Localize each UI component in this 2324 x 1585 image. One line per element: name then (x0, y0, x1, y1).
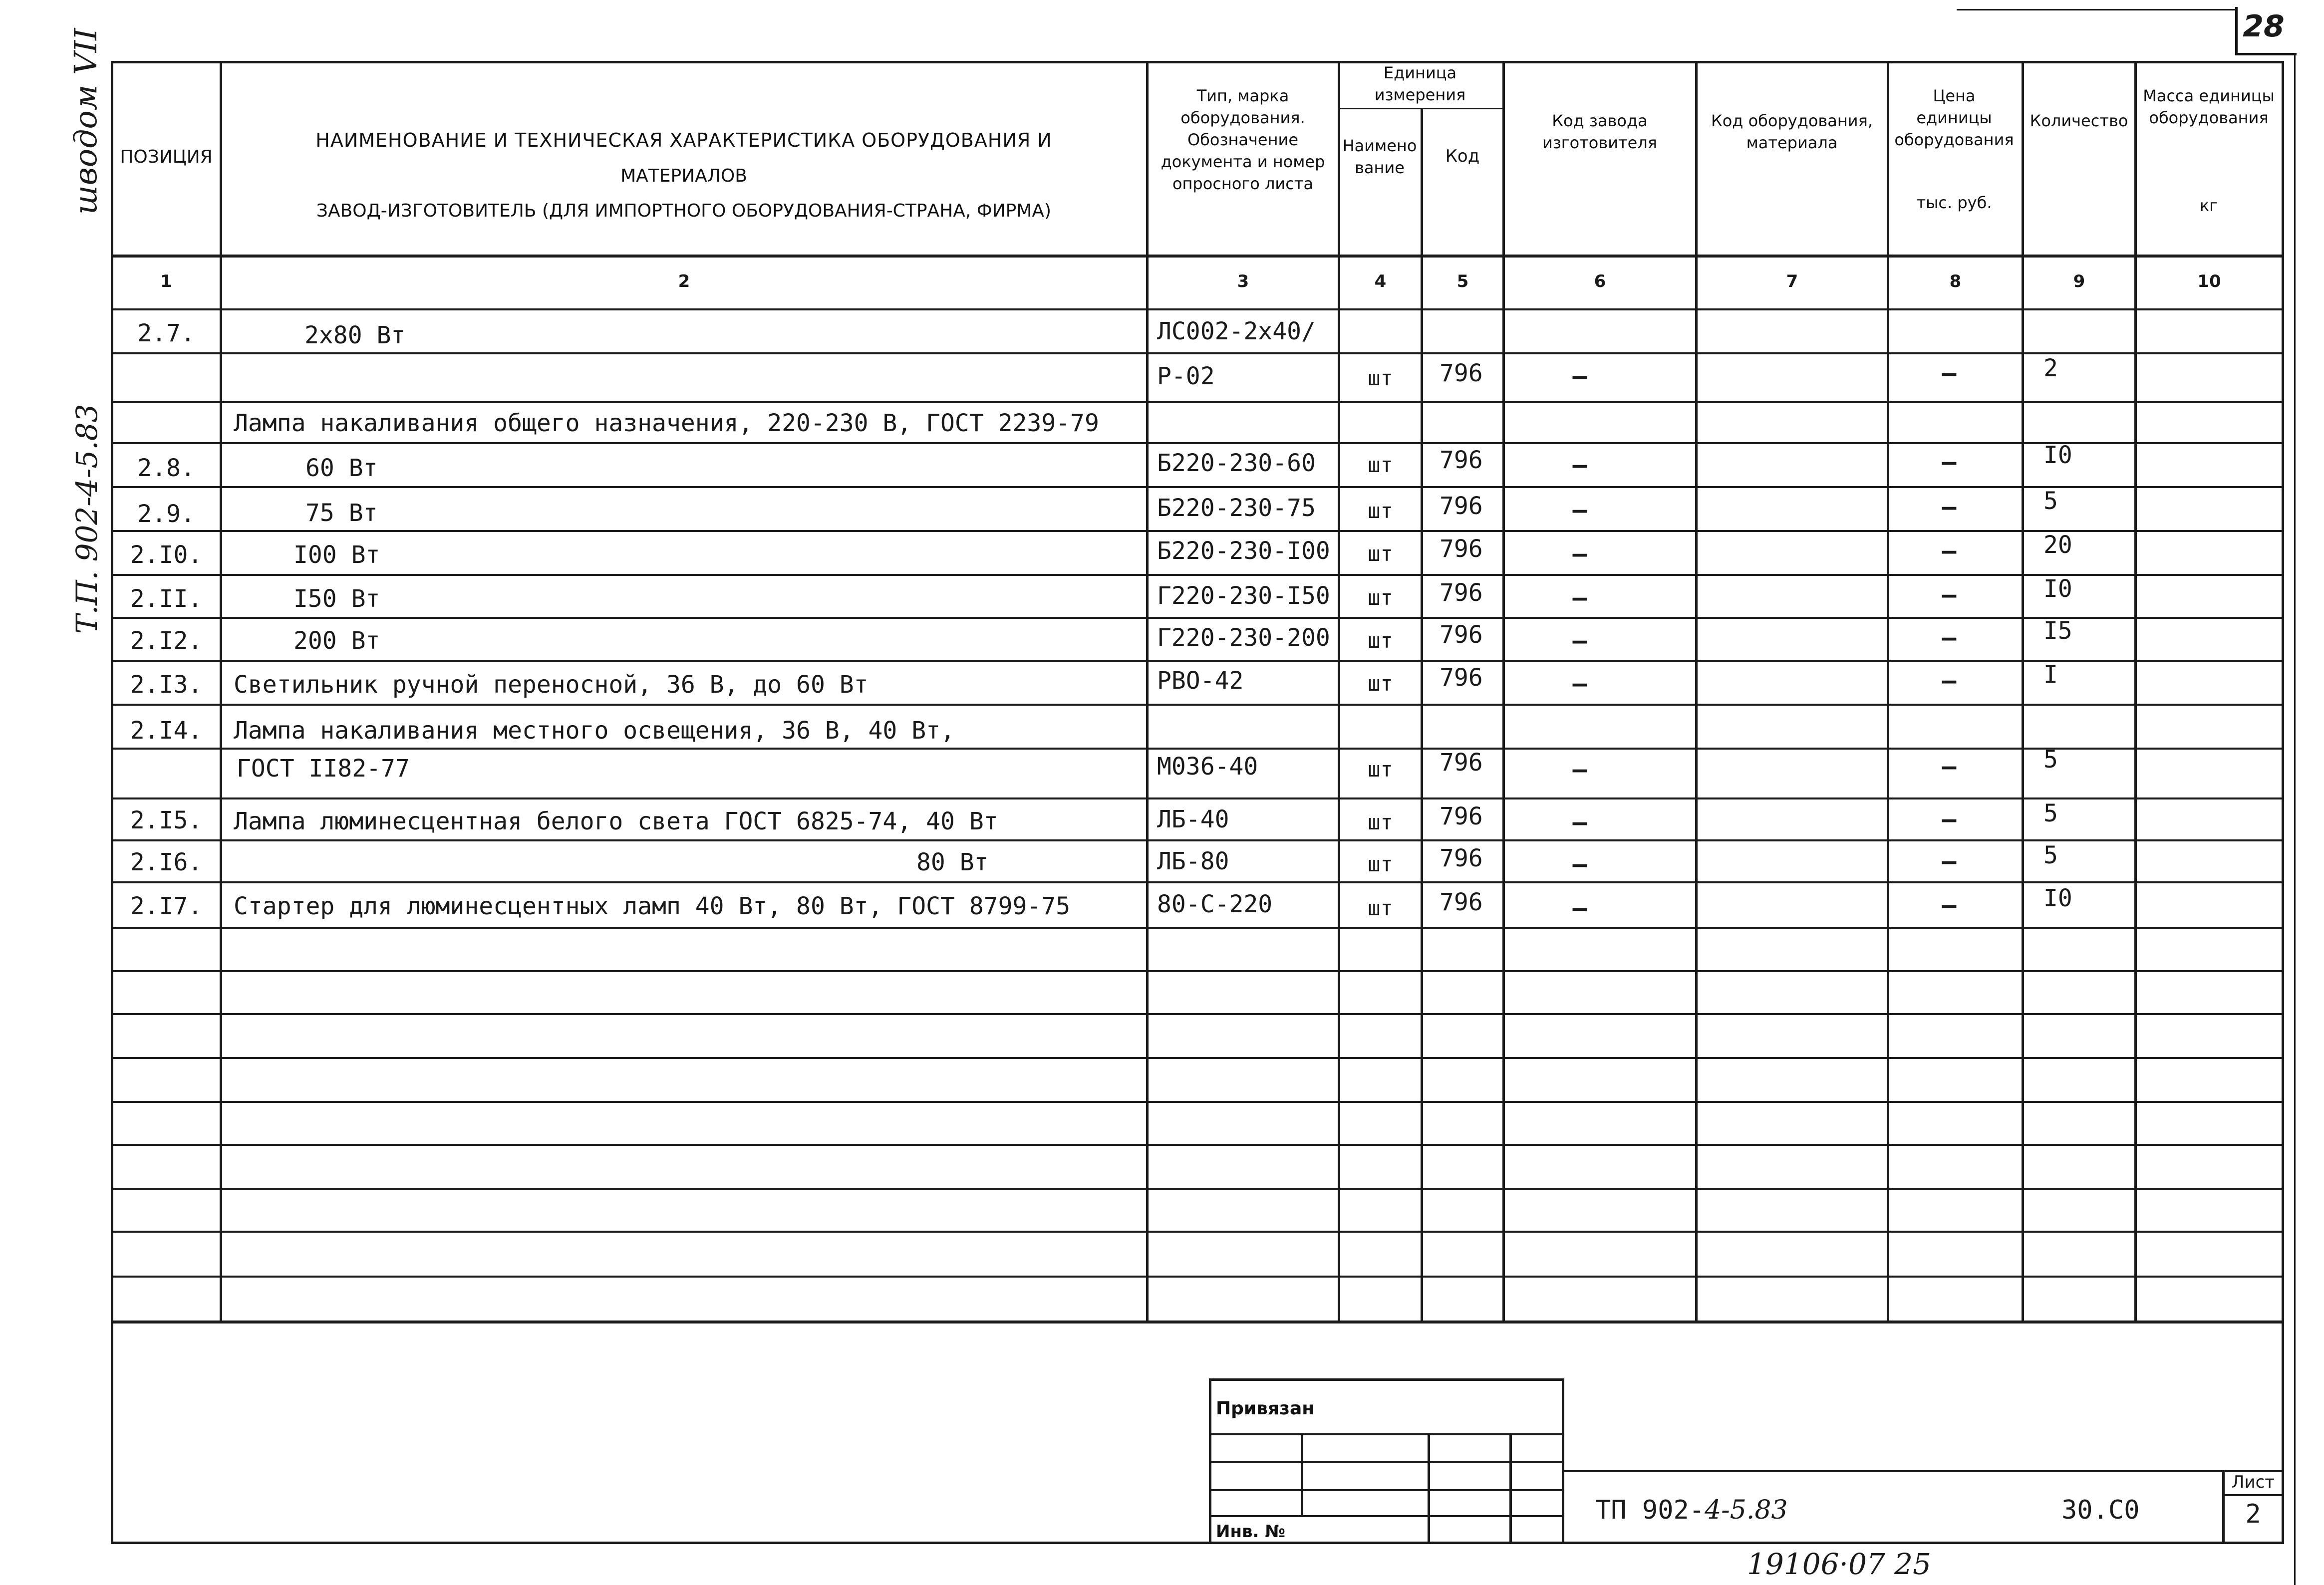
row-line (111, 352, 2284, 354)
row-name: 75 Вт (305, 499, 378, 527)
header-name-line2: МАТЕРИАЛОВ (620, 166, 747, 186)
row-code: 796 (1440, 579, 1483, 607)
row-line (111, 1276, 2284, 1278)
row-quantity: 5 (2043, 841, 2058, 869)
row-type: Г220-230-200 (1157, 624, 1330, 652)
row-type: Б220-230-60 (1157, 449, 1316, 477)
row-price: – (1942, 359, 1957, 387)
stamp-col (1509, 1433, 1512, 1543)
row-code: 796 (1440, 621, 1483, 649)
stamp-col (1428, 1433, 1430, 1543)
row-code: 796 (1440, 664, 1483, 692)
column-number: 5 (1456, 271, 1469, 291)
row-price: – (1942, 805, 1957, 833)
row-name: 200 Вт (293, 627, 380, 655)
sheet-value: 2 (2245, 1499, 2261, 1529)
row-unit: шт (1368, 757, 1393, 782)
margin-note-mid: Т.П. 902-4-5.83 (70, 404, 104, 634)
row-line (111, 442, 2284, 444)
top-dash-line (1957, 9, 2236, 10)
row-line (111, 1013, 2284, 1015)
row-factory-code: – (1572, 808, 1587, 836)
header-bottom-line (111, 255, 2284, 258)
row-code: 796 (1440, 749, 1483, 777)
row-line (111, 881, 2284, 883)
row-line (111, 1101, 2284, 1103)
sheet-box-mid (2222, 1494, 2284, 1496)
row-quantity: I0 (2043, 575, 2072, 603)
row-price: – (1942, 448, 1957, 476)
column-number: 4 (1374, 271, 1387, 291)
row-quantity: I5 (2043, 617, 2072, 645)
column-number: 8 (1949, 271, 1962, 291)
row-price: – (1942, 624, 1957, 652)
header-unit-group: Единица измерения (1374, 63, 1466, 104)
row-name: 80 Вт (916, 848, 989, 876)
row-type: М036-40 (1157, 753, 1258, 781)
column-number: 1 (160, 271, 172, 291)
row-name: ГОСТ II82-77 (237, 755, 410, 783)
row-price: – (1942, 753, 1957, 781)
row-type: ЛБ-80 (1157, 847, 1229, 875)
header-name-line1: НАИМЕНОВАНИЕ И ТЕХНИЧЕСКАЯ ХАРАКТЕРИСТИКА ОБОРУДОВАНИЯ И (315, 129, 1052, 151)
sheet-box-left (2222, 1470, 2225, 1544)
row-line (111, 617, 2284, 619)
row-factory-code: – (1572, 496, 1587, 524)
row-position: 2.7. (137, 319, 195, 347)
header-unit-code: Код (1445, 146, 1480, 166)
row-line (111, 660, 2284, 662)
row-price: – (1942, 493, 1957, 521)
row-unit: шт (1368, 541, 1393, 566)
row-quantity: 5 (2043, 746, 2058, 774)
row-position: 2.I2. (130, 627, 203, 655)
row-name: 60 Вт (305, 454, 378, 482)
row-position: 2.8. (137, 454, 195, 482)
row-type: РВО-42 (1157, 667, 1244, 695)
row-line (111, 401, 2284, 403)
row-factory-code: – (1572, 627, 1587, 655)
row-code: 796 (1440, 492, 1483, 520)
row-line (111, 797, 2284, 799)
row-quantity: 5 (2043, 799, 2058, 827)
row-unit: шт (1368, 671, 1393, 696)
row-position: 2.9. (137, 500, 195, 528)
title-block-top (1564, 1470, 2284, 1472)
row-code: 796 (1440, 535, 1483, 563)
row-position: 2.I6. (130, 848, 203, 876)
row-quantity: I (2043, 661, 2058, 689)
document-suffix: 4-5.83 (1705, 1495, 1788, 1525)
row-position: 2.I4. (130, 717, 203, 745)
row-unit: шт (1368, 366, 1393, 390)
row-name: I50 Вт (293, 585, 380, 613)
row-unit: шт (1368, 896, 1393, 920)
row-price: – (1942, 847, 1957, 875)
row-unit: шт (1368, 585, 1393, 610)
row-unit: шт (1368, 852, 1393, 876)
row-unit: шт (1368, 499, 1393, 523)
row-name: Лампа накаливания общего назначения, 220-230 В, ГОСТ 2239-79 (234, 409, 1099, 437)
header-unit-name: Наименование (1342, 136, 1417, 177)
header-position: ПОЗИЦИЯ (120, 147, 213, 167)
row-type: Г220-230-I50 (1157, 582, 1330, 610)
row-name: Лампа накаливания местного освещения, 36 В, 40 Вт, (234, 717, 955, 745)
header-material-code: Код оборудования, материала (1711, 111, 1873, 152)
top-right-sheet-number: 28 (2243, 9, 2285, 44)
row-price: – (1942, 581, 1957, 609)
row-name: I00 Вт (293, 541, 380, 569)
row-position: 2.II. (130, 585, 203, 613)
column-number: 10 (2197, 271, 2221, 291)
header-price-unit: тыс. руб. (1916, 193, 1992, 212)
document-number (1595, 1495, 1788, 1525)
row-line (111, 1057, 2284, 1059)
header-mass: Масса единицы оборудования (2143, 86, 2275, 127)
row-code: 796 (1440, 844, 1483, 872)
row-factory-code: – (1572, 894, 1587, 922)
row-code: 796 (1440, 359, 1483, 387)
row-factory-code: – (1572, 670, 1587, 698)
header-type: Тип, марка оборудования. Обозначение документа и номер опросного листа (1161, 86, 1325, 193)
row-type: Р-02 (1157, 362, 1215, 390)
row-name: Лампа люминесцентная белого света ГОСТ 6825-74, 40 Вт (234, 807, 998, 835)
row-line (111, 839, 2284, 841)
row-line (111, 1144, 2284, 1146)
col-line-8 (2022, 61, 2024, 1321)
row-name: Стартер для люминесцентных ламп 40 Вт, 80 Вт, ГОСТ 8799-75 (234, 892, 1071, 920)
document-prefix: ТП 902- (1595, 1495, 1705, 1525)
row-line (111, 530, 2284, 532)
row-name: Светильник ручной переносной, 36 В, до 60 Вт (234, 671, 869, 699)
column-number: 9 (2073, 271, 2085, 291)
stamp-col (1301, 1433, 1303, 1515)
row-price: – (1942, 891, 1957, 919)
row-line (111, 574, 2284, 576)
row-line (111, 970, 2284, 972)
bottom-archive-number: 19106·07 25 (1747, 1547, 1931, 1581)
right-edge-line (2294, 53, 2296, 1585)
row-unit: шт (1368, 453, 1393, 477)
row-type: ЛС002-2х40/ (1157, 317, 1316, 345)
row-price: – (1942, 537, 1957, 565)
row-line (111, 704, 2284, 706)
header-factory-code: Код завода изготовителя (1542, 111, 1658, 152)
row-type: Б220-230-I00 (1157, 537, 1330, 565)
row-factory-code: – (1572, 850, 1587, 878)
row-line (111, 486, 2284, 488)
row-factory-code: – (1572, 756, 1587, 784)
row-name: 2x80 Вт (304, 321, 406, 349)
row-code: 796 (1440, 802, 1483, 830)
row-type: Б220-230-75 (1157, 494, 1316, 522)
sheet-label: Лист (2231, 1472, 2275, 1492)
row-unit: шт (1368, 628, 1393, 653)
column-number: 3 (1237, 271, 1249, 291)
header-price: Цена единицы оборудования (1894, 86, 2014, 149)
row-quantity: 5 (2043, 487, 2058, 515)
row-position: 2.I5. (130, 806, 203, 834)
colnum-bottom-line (111, 308, 2284, 310)
row-factory-code: – (1572, 540, 1587, 568)
header-name-line3: ЗАВОД-ИЗГОТОВИТЕЛЬ (ДЛЯ ИМПОРТНОГО ОБОРУДОВАНИЯ-СТРАНА, ФИРМА) (316, 201, 1052, 221)
unit-split-line (1338, 108, 1502, 109)
header-quantity: Количество (2030, 111, 2128, 130)
row-type: 80-С-220 (1157, 890, 1273, 918)
margin-note-top: шводом VII (67, 28, 104, 215)
row-line (111, 1231, 2284, 1233)
col-line-6 (1695, 61, 1698, 1321)
row-quantity: 2 (2043, 354, 2058, 382)
row-line (111, 748, 2284, 750)
row-factory-code: – (1572, 362, 1587, 390)
row-line (111, 1188, 2284, 1190)
document-album: 30.C0 (2061, 1495, 2140, 1525)
row-line (111, 927, 2284, 929)
row-unit: шт (1368, 810, 1393, 834)
col-line-1 (220, 61, 222, 1321)
row-type: ЛБ-40 (1157, 805, 1229, 833)
row-code: 796 (1440, 888, 1483, 916)
col-line-2 (1146, 61, 1149, 1321)
header-mass-unit: кг (2199, 196, 2218, 215)
row-quantity: I0 (2043, 884, 2072, 912)
table-bottom-line (111, 1321, 2284, 1323)
bound-label: Привязан (1216, 1398, 1315, 1419)
row-price: – (1942, 667, 1957, 695)
column-number: 7 (1786, 271, 1798, 291)
row-position: 2.I3. (130, 671, 203, 699)
row-factory-code: – (1572, 451, 1587, 479)
row-quantity: 20 (2043, 531, 2072, 559)
column-number: 6 (1594, 271, 1606, 291)
column-number: 2 (678, 271, 690, 291)
row-factory-code: – (1572, 584, 1587, 612)
col-line-9 (2134, 61, 2137, 1321)
row-quantity: I0 (2043, 441, 2072, 469)
inventory-label: Инв. № (1216, 1522, 1286, 1542)
row-position: 2.I0. (130, 541, 203, 569)
row-position: 2.I7. (130, 892, 203, 920)
row-code: 796 (1440, 446, 1483, 474)
